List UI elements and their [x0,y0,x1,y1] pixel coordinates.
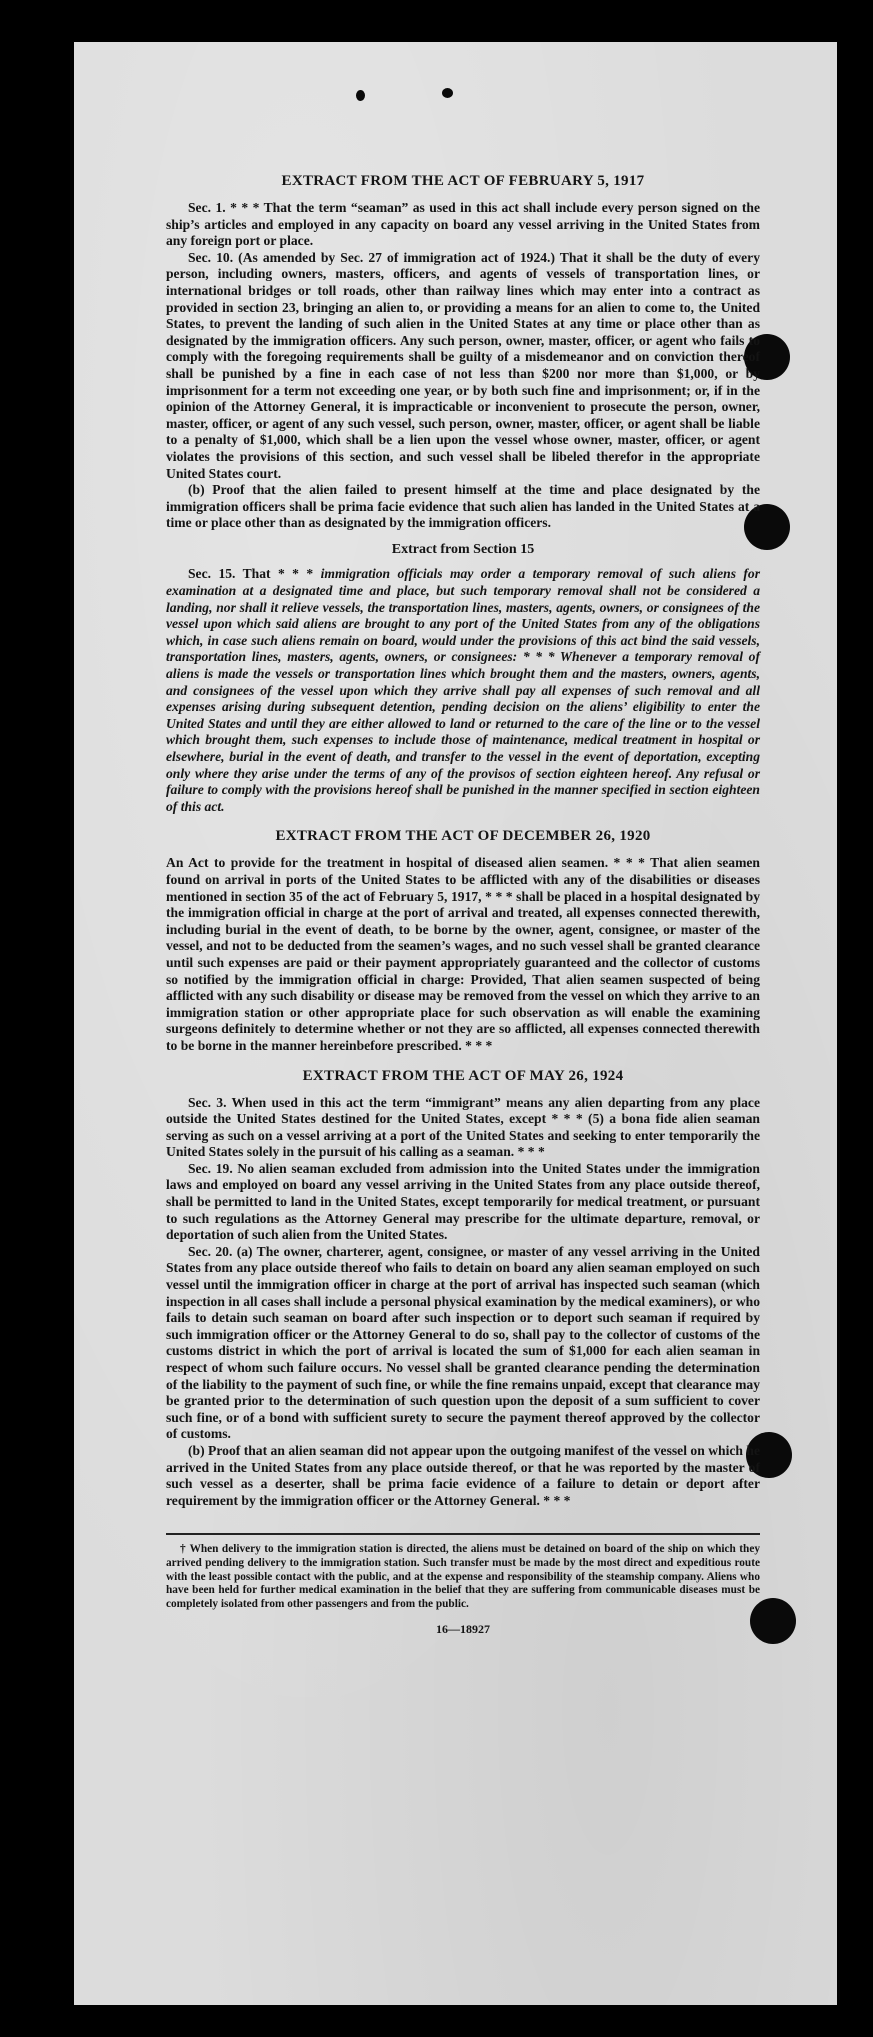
heading-act-1920: EXTRACT FROM THE ACT OF DECEMBER 26, 1920 [275,828,651,845]
sec20-paragraph: Sec. 20. (a) The owner, charterer, agent, consignee, or master of any vessel arriving in the United States from any place outside thereof who fails to detain on board any alien seaman employed on such vessel until the immigration officer in charge at the port of arrival has inspected such seaman (which inspection in all cases shall include a personal physical examination by the medical examiners), or who fails to detain such seaman on board after such inspection or to deport such seaman if required by such immigration officer or the Attorney General to do so, shall pay to the collector of customs of the customs district in which the port of arrival is located the sum of $1,000 for each alien seaman in respect of whom such failure occurs. No vessel shall be granted clearance pending the determination of the liability to the payment of such fine, or while the fine remains unpaid, except that clearance may be granted prior to the determination of such question upon the deposit of a sum sufficient to cover such fine, or of a bond with sufficient surety to secure the payment thereof approved by the collector of customs. [166,1243,760,1442]
page-number: 16—18927 [436,1622,490,1637]
punch-hole [442,88,453,98]
sec19-paragraph: Sec. 19. No alien seaman excluded from admission into the United States under the immigration laws and employed on board any vessel arriving in the United States from any place outside thereof, shall be permitted to land in the United States, except temporarily for medical treatment, or pursuant to such regulations as the Attorney General may prescribe for the ultimate departure, removal, or deportation of such alien from the United States. [166,1160,760,1243]
document-page [74,42,837,2005]
sec15-text: immigration officials may order a temporary removal of such aliens for examination at a designated time and place, but such temporary removal shall not be considered a landing, nor shall it relieve vessels, the transportation lines, masters, agents, owners, or consignees of the vessel upon which said aliens are brought to any port of the United States from any of the obligations which, in case such aliens remain on board, would under the provisions of this act bind the said vessels, transportation lines, masters, agents, owners, or consignees: * * * Whenever a temporary removal of aliens is made the vessels or transportation lines which brought them and the masters, owners, agents, and consignees of the vessel upon which they arrive shall pay all expenses of such removal and all expenses arising during subsequent detention, pending decision on the aliens’ eligibility to enter the United States and until they are either allowed to land or returned to the care of the line or to the vessel which brought them, such expenses to include those of maintenance, medical treatment in hospital or elsewhere, burial in the event of death, and transfer to the vessel in the event of deportation, excepting only where they arise under the terms of any of the provisos of section eighteen hereof. Any refusal or failure to comply with the provisions hereof shall be punished in the manner specified in section eighteen of this act. [166,566,761,814]
sec20b-paragraph: (b) Proof that an alien seaman did not appear upon the outgoing manifest of the vessel on which he arrived in the United States from any place outside thereof, or that he was reported by the master of such vessel as a deserter, shall be prima facie evidence of a failure to detain or deport after requirement by the immigration officer or the Attorney General. * * * [166,1442,760,1508]
sec3-paragraph: Sec. 3. When used in this act the term “immigrant” means any alien departing from any place outside the United States destined for the United States, except * * * (5) a bona fide alien seaman serving as such on a vessel arriving at a port of the United States and seeking to enter temporarily the United States solely in the pursuit of his calling as a seaman. * * * [166,1094,760,1160]
sec10b-paragraph: (b) Proof that the alien failed to present himself at the time and place designated by the immigration officers shall be prima facie evidence that such alien has landed in the United States at a time or place other than as designated by the immigration officers. [166,482,760,531]
sec15-lead: Sec. 15. That * * * [188,566,314,582]
document-body [166,172,760,1638]
act1920-paragraph: An Act to provide for the treatment in hospital of diseased alien seamen. * * * That alien seamen found on arrival in ports of the United States to be afflicted with any of the disabilities or diseases mentioned in section 35 of the act of February 5, 1917, * * * shall be placed in a hospital designated by the immigration official in charge at the port of arrival and treated, all expenses connected therewith, including burial in the event of death, to be borne by the owner, agent, consignee, or master of the vessel, and not to be deducted from the seamen’s wages, and no such vessel shall be granted clearance until such expenses are paid or their payment appropriately guaranteed and the collector of customs so notified by the immigration official in charge: Provided, That alien seamen suspected of being afflicted with any such disability or disease may be removed from the vessel on which they arrive to an immigration station or other appropriate place for such observation as will enable the examining surgeons definitely to determine whether or not they are so afflicted, all expenses connected therewith to be borne in the manner hereinbefore prescribed. * * * [166,855,760,1053]
footnote-divider [166,1533,760,1535]
sec15-paragraph [166,566,760,815]
heading-act-1917: EXTRACT FROM THE ACT OF FEBRUARY 5, 1917 [281,173,645,189]
heading-section-15: Extract from Section 15 [391,541,535,557]
sec1-paragraph: Sec. 1. * * * That the term “seaman” as used in this act shall include every person signed on the ship’s articles and employed in any capacity on board any vessel arriving in the United States from any foreign port or place. [166,200,760,249]
footnote: † When delivery to the immigration station is directed, the aliens must be detained on board of the ship on which they arrived pending delivery to the immigration station. Such transfer must be made by the most direct and expeditious route with the least possible contact with the public, and at the expense and responsibility of the steamship company. Aliens who have been held for further medical examination in the belief that they are suffering from communicable diseases must be completely isolated from other passengers and from the public. [166,1543,760,1610]
sec10-paragraph: Sec. 10. (As amended by Sec. 27 of immigration act of 1924.) That it shall be the duty of every person, including owners, masters, officers, and agents of vessels of transportation lines, or international bridges or toll roads, other than railway lines which may enter into a contract as provided in section 23, bringing an alien to, or providing a means for an alien to come to, the United States, to prevent the landing of such alien in the United States at any time or place other than as designated by the immigration officers. Any such person, owner, master, officer, or agent who fails to comply with the foregoing requirements shall be guilty of a misdemeanor and on conviction thereof shall be punished by a fine in each case of not less than $200 nor more than $1,000, or by imprisonment for a term not exceeding one year, or by both such fine and imprisonment; or, if in the opinion of the Attorney General, it is impracticable or inconvenient to prosecute the person, owner, master, officer, or agent of any such vessel, such person, owner, master, officer, or agent shall be liable to a penalty of $1,000, which shall be a lien upon the vessel whose owner, master, officer, or agent violates the provisions of this section, and such vessel shall be libeled therefor in the appropriate United States court. [166,249,760,481]
heading-act-1924: EXTRACT FROM THE ACT OF MAY 26, 1924 [302,1067,624,1084]
punch-hole [356,90,365,101]
